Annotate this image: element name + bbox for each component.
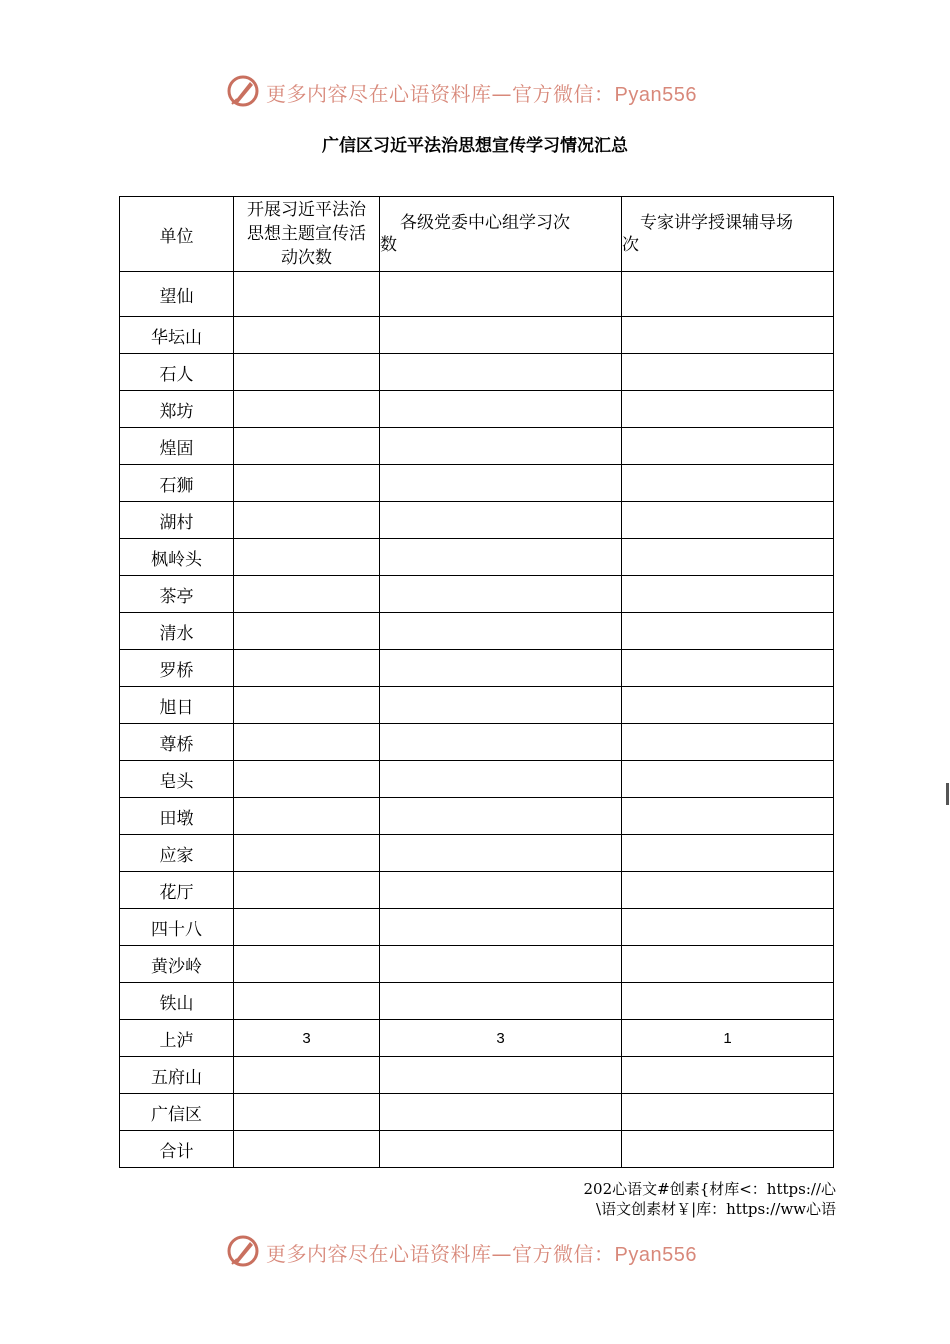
unit-cell: 皂头 — [120, 761, 234, 798]
activity-count-cell — [234, 576, 380, 613]
table-row — [120, 761, 834, 798]
header-lecture-count: 专家讲学授课辅导场 次 — [622, 197, 834, 272]
study-count-cell — [380, 1057, 622, 1094]
unit-cell: 望仙 — [120, 272, 234, 317]
watermark-wechat-id: Pyan556 — [614, 1244, 697, 1266]
page-edge-mark — [946, 783, 949, 805]
study-count-cell — [380, 798, 622, 835]
study-count-cell — [380, 391, 622, 428]
unit-cell: 田墩 — [120, 798, 234, 835]
activity-count-cell — [234, 835, 380, 872]
unit-cell: 黄沙岭 — [120, 946, 234, 983]
study-count-cell — [380, 354, 622, 391]
study-count-cell — [380, 272, 622, 317]
study-count-cell — [380, 1094, 622, 1131]
study-count-cell — [380, 872, 622, 909]
lecture-count-cell — [622, 613, 834, 650]
lecture-count-cell — [622, 946, 834, 983]
activity-count-cell — [234, 650, 380, 687]
unit-cell: 湖村 — [120, 502, 234, 539]
lecture-count-cell — [622, 650, 834, 687]
study-count-cell — [380, 317, 622, 354]
unit-cell: 煌固 — [120, 428, 234, 465]
study-count-cell — [380, 761, 622, 798]
table-row — [120, 1020, 834, 1057]
unit-cell: 罗桥 — [120, 650, 234, 687]
study-count-cell — [380, 539, 622, 576]
activity-count-cell — [234, 798, 380, 835]
table-row — [120, 272, 834, 317]
study-count-cell — [380, 687, 622, 724]
unit-cell: 石人 — [120, 354, 234, 391]
lecture-count-cell — [622, 1094, 834, 1131]
lecture-count-cell: 1 — [622, 1020, 834, 1057]
summary-table — [119, 196, 834, 1168]
table-row — [120, 1131, 834, 1168]
lecture-count-cell — [622, 391, 834, 428]
lecture-count-cell — [622, 1057, 834, 1094]
lecture-count-cell — [622, 576, 834, 613]
activity-count-cell: 3 — [234, 1020, 380, 1057]
table-row — [120, 983, 834, 1020]
watermark-wechat-id: Pyan556 — [614, 84, 697, 106]
table-row — [120, 724, 834, 761]
table-row — [120, 798, 834, 835]
study-count-cell — [380, 502, 622, 539]
study-count-cell — [380, 428, 622, 465]
activity-count-cell — [234, 354, 380, 391]
lecture-count-cell — [622, 909, 834, 946]
lecture-count-cell — [622, 761, 834, 798]
table-row — [120, 391, 834, 428]
table-row — [120, 613, 834, 650]
activity-count-cell — [234, 872, 380, 909]
table-row — [120, 946, 834, 983]
activity-count-cell — [234, 317, 380, 354]
activity-count-cell — [234, 1094, 380, 1131]
study-count-cell — [380, 909, 622, 946]
unit-cell: 郑坊 — [120, 391, 234, 428]
activity-count-cell — [234, 272, 380, 317]
study-count-cell: 3 — [380, 1020, 622, 1057]
activity-count-cell — [234, 909, 380, 946]
table-row — [120, 1094, 834, 1131]
activity-count-cell — [234, 465, 380, 502]
lecture-count-cell — [622, 687, 834, 724]
table-row — [120, 835, 834, 872]
activity-count-cell — [234, 946, 380, 983]
lecture-count-cell — [622, 1131, 834, 1168]
unit-cell: 华坛山 — [120, 317, 234, 354]
unit-cell: 广信区 — [120, 1094, 234, 1131]
pen-quill-logo-icon — [226, 74, 260, 108]
lecture-count-cell — [622, 983, 834, 1020]
table-row — [120, 428, 834, 465]
header-study-count: 各级党委中心组学习次 数 — [380, 197, 622, 272]
study-count-cell — [380, 724, 622, 761]
table-row — [120, 502, 834, 539]
table-row — [120, 909, 834, 946]
watermark-banner-top — [0, 72, 950, 112]
table-row — [120, 687, 834, 724]
lecture-count-cell — [622, 502, 834, 539]
study-count-cell — [380, 465, 622, 502]
table-row — [120, 465, 834, 502]
activity-count-cell — [234, 539, 380, 576]
unit-cell: 应家 — [120, 835, 234, 872]
activity-count-cell — [234, 724, 380, 761]
lecture-count-cell — [622, 798, 834, 835]
watermark-text: 更多内容尽在心语资料库—官方微信： — [266, 82, 615, 106]
document-title: 广信区习近平法治思想宣传学习情况汇总 — [322, 136, 628, 156]
lecture-count-cell — [622, 317, 834, 354]
study-count-cell — [380, 946, 622, 983]
activity-count-cell — [234, 428, 380, 465]
activity-count-cell — [234, 761, 380, 798]
activity-count-cell — [234, 1057, 380, 1094]
activity-count-cell — [234, 391, 380, 428]
table-row — [120, 539, 834, 576]
lecture-count-cell — [622, 539, 834, 576]
unit-cell: 合计 — [120, 1131, 234, 1168]
unit-cell: 枫岭头 — [120, 539, 234, 576]
header-activity-count: 开展习近平法治思想主题宣传活动次数 — [234, 197, 380, 272]
pen-quill-logo-icon — [226, 1234, 260, 1268]
study-count-cell — [380, 1131, 622, 1168]
table-row — [120, 354, 834, 391]
lecture-count-cell — [622, 428, 834, 465]
unit-cell: 茶亭 — [120, 576, 234, 613]
lecture-count-cell — [622, 872, 834, 909]
lecture-count-cell — [622, 724, 834, 761]
unit-cell: 清水 — [120, 613, 234, 650]
unit-cell: 石狮 — [120, 465, 234, 502]
study-count-cell — [380, 576, 622, 613]
footer-note-1: 202心语文#创素{材库<：https://心 — [583, 1180, 836, 1198]
table-row — [120, 1057, 834, 1094]
study-count-cell — [380, 983, 622, 1020]
table-row — [120, 650, 834, 687]
watermark-banner-bottom — [0, 1232, 950, 1272]
unit-cell: 旭日 — [120, 687, 234, 724]
unit-cell: 五府山 — [120, 1057, 234, 1094]
unit-cell: 尊桥 — [120, 724, 234, 761]
lecture-count-cell — [622, 465, 834, 502]
header-unit: 单位 — [120, 197, 234, 272]
study-count-cell — [380, 835, 622, 872]
activity-count-cell — [234, 613, 380, 650]
activity-count-cell — [234, 1131, 380, 1168]
lecture-count-cell — [622, 835, 834, 872]
table-row — [120, 872, 834, 909]
unit-cell: 上泸 — [120, 1020, 234, 1057]
lecture-count-cell — [622, 354, 834, 391]
footer-note-2: \语文创素材￥|库：https://ww心语 — [596, 1200, 836, 1218]
watermark-text: 更多内容尽在心语资料库—官方微信： — [266, 1242, 615, 1266]
study-count-cell — [380, 613, 622, 650]
table-row — [120, 576, 834, 613]
lecture-count-cell — [622, 272, 834, 317]
activity-count-cell — [234, 502, 380, 539]
study-count-cell — [380, 650, 622, 687]
unit-cell: 四十八 — [120, 909, 234, 946]
unit-cell: 铁山 — [120, 983, 234, 1020]
table-header-row — [120, 197, 834, 272]
activity-count-cell — [234, 983, 380, 1020]
table-row — [120, 317, 834, 354]
unit-cell: 花厅 — [120, 872, 234, 909]
activity-count-cell — [234, 687, 380, 724]
